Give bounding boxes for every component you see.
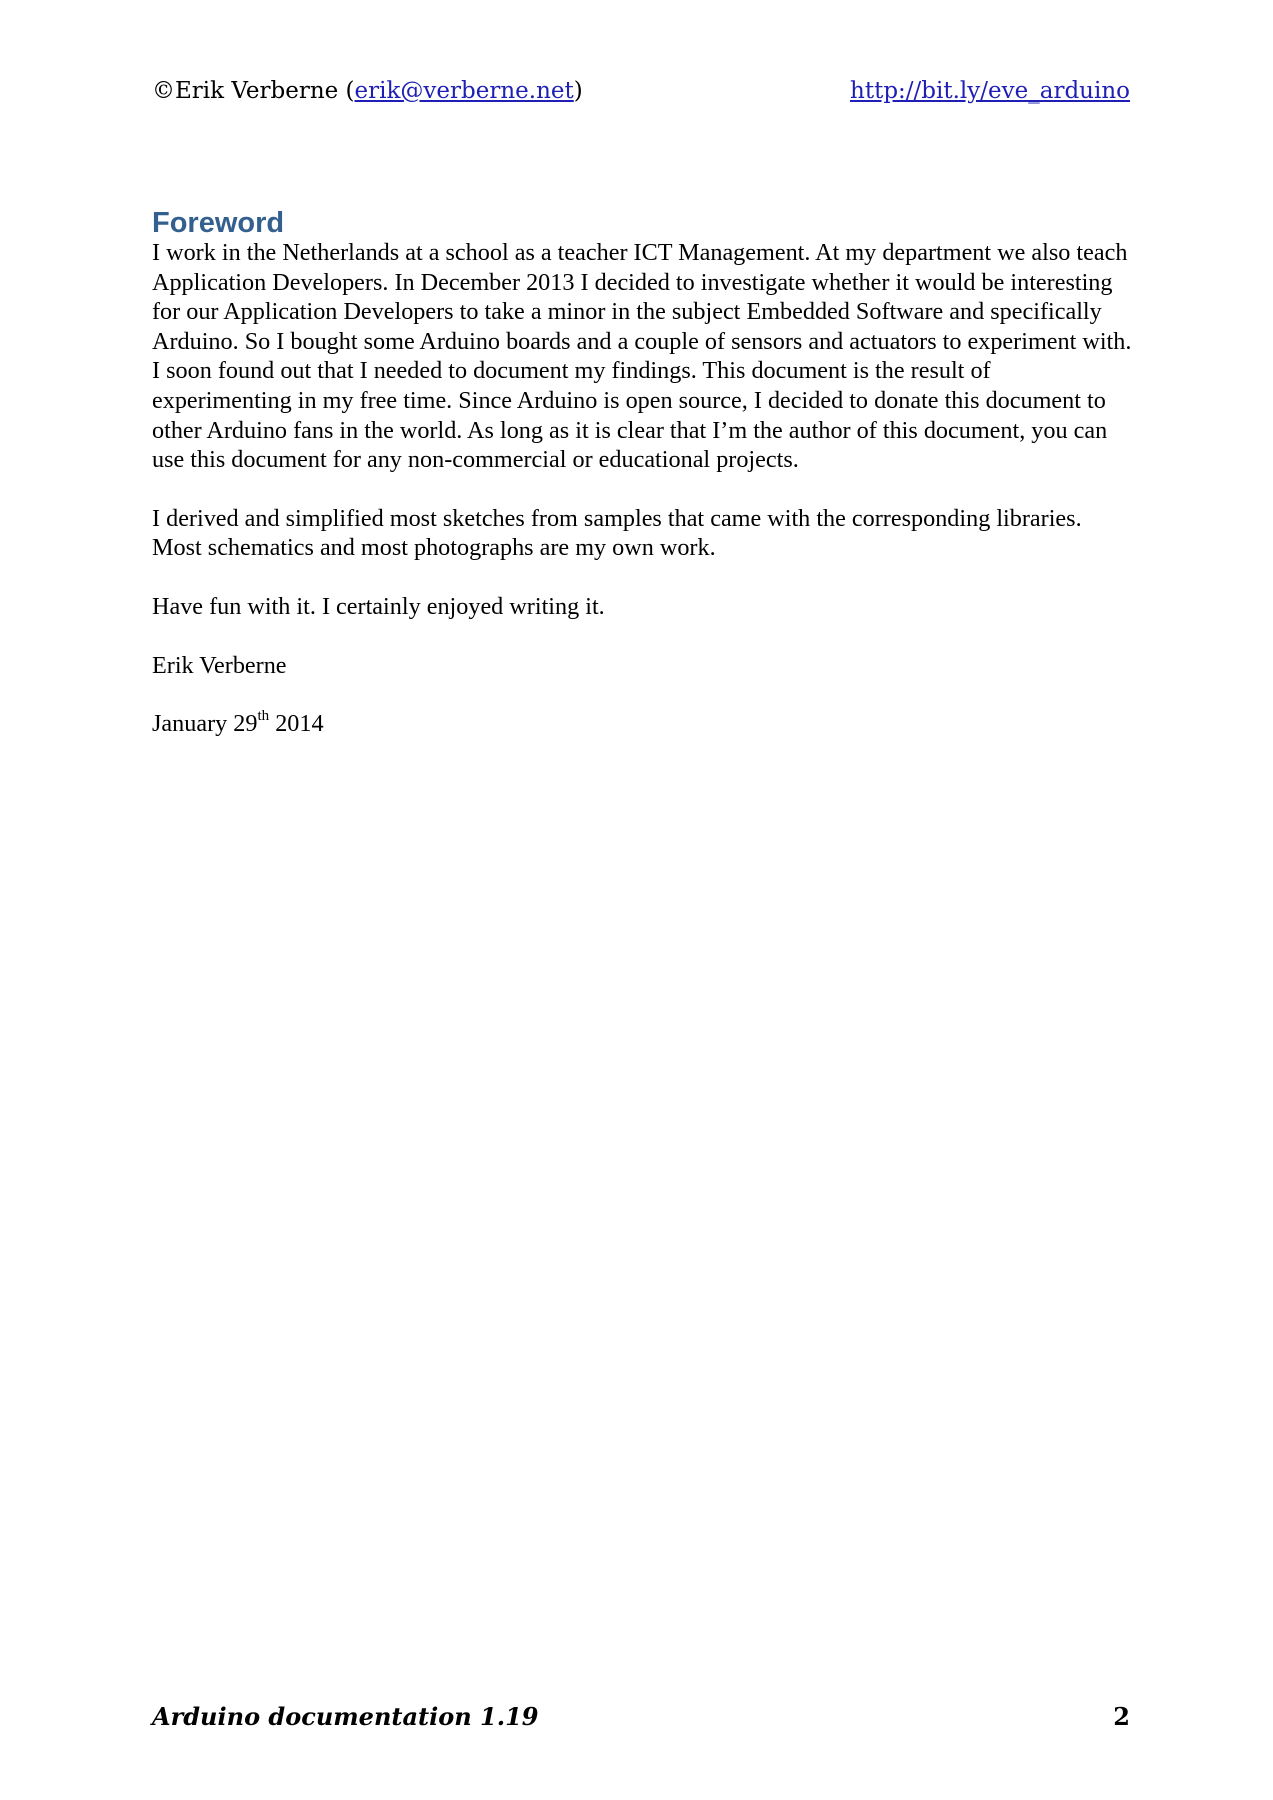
email-link[interactable]: erik@verberne.net bbox=[354, 78, 574, 104]
paragraph-closing: Have fun with it. I certainly enjoyed writing it. bbox=[152, 592, 605, 620]
page-content bbox=[152, 206, 1132, 768]
date-year: 2014 bbox=[269, 710, 324, 738]
footer-doc-title: Arduino documentation 1.19 bbox=[152, 1702, 539, 1731]
header-url bbox=[850, 76, 1130, 106]
page-number: 2 bbox=[1113, 1702, 1130, 1731]
url-link[interactable]: http://bit.ly/eve_arduino bbox=[850, 78, 1130, 104]
author-signature: Erik Verberne bbox=[152, 651, 287, 679]
copyright-author: ©Erik Verberne ( bbox=[152, 78, 355, 104]
paragraph-sketches: I derived and simplified most sketches from samples that came with the corresponding libraries. Most schematics and most photographs are my own work. bbox=[152, 504, 1082, 562]
page-footer bbox=[152, 1701, 1130, 1737]
date-suffix: th bbox=[257, 708, 270, 725]
copyright-line bbox=[152, 76, 583, 106]
document-date bbox=[152, 709, 1132, 739]
date-month-day: January 29 bbox=[152, 710, 258, 738]
copyright-closing: ) bbox=[573, 78, 583, 104]
section-title: Foreword bbox=[152, 207, 285, 239]
paragraph-intro: I work in the Netherlands at a school as a teacher ICT Management. At my department we also teach Application Developers. In December 2013 I decided to investigate whether it would be interesting for our Application Developers to take a minor in the subject Embedded Software and specifically Arduino. So I bought some Arduino boards and a couple of sensors and actuators to experiment with. I soon found out that I needed to document my findings. This document is the result of experimenting in my free time. Since Arduino is open source, I decided to donate this document to other Arduino fans in the world. As long as it is clear that I’m the author of this document, you can use this document for any non-commercial or educational projects. bbox=[152, 239, 1132, 474]
page-header bbox=[152, 76, 1130, 112]
